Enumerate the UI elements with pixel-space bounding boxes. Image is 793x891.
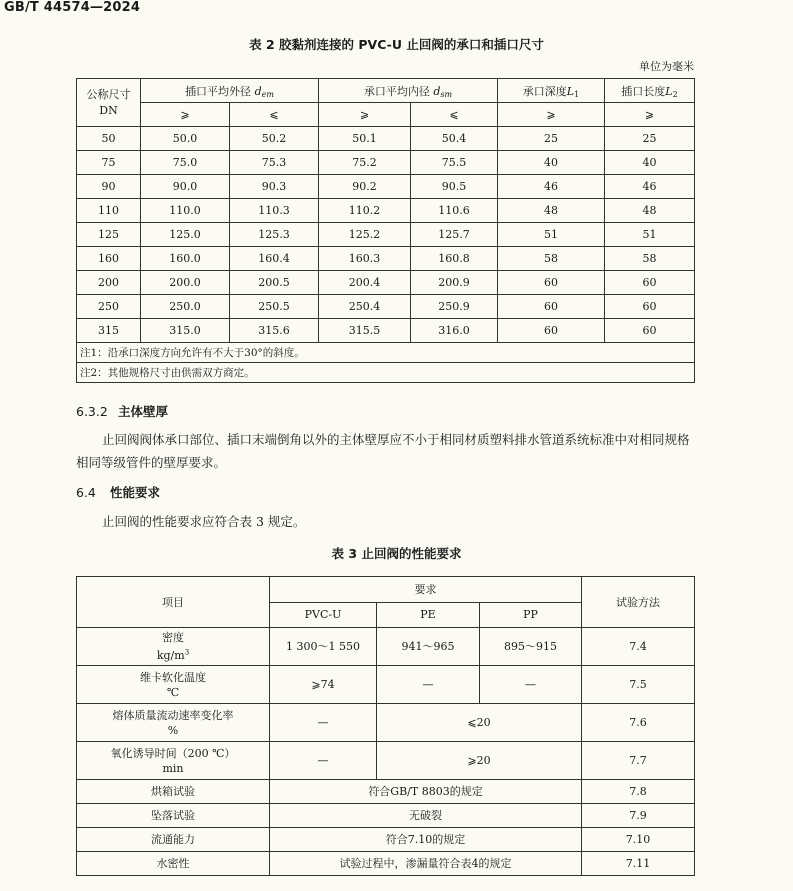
table2-cell-spigot-od-max: 160.4 <box>230 247 319 271</box>
table-row <box>77 271 695 295</box>
header-text: 插口平均外径 <box>185 84 252 98</box>
table2-header-nominal <box>77 79 141 127</box>
header-subscript: 1 <box>574 89 580 99</box>
table2-cell-spigot-length-min: 25 <box>605 127 695 151</box>
table2-socket-id-min-header: ⩾ <box>319 103 411 127</box>
table2-header-spigot-od <box>141 79 319 103</box>
table3-flow-method: 7.10 <box>582 828 695 852</box>
table2-cell-socket-id-max: 316.0 <box>411 319 498 343</box>
table3 <box>76 576 695 876</box>
table2-cell-socket-id-min: 75.2 <box>319 151 411 175</box>
table2-cell-spigot-od-max: 125.3 <box>230 223 319 247</box>
table3-density-pe: 941～965 <box>377 628 480 666</box>
table2-header-nominal-line1: 公称尺寸 <box>86 87 131 101</box>
table2-cell-socket-id-min: 90.2 <box>319 175 411 199</box>
table2-header-socket-id <box>319 79 498 103</box>
table3-water-label: 水密性 <box>77 852 270 876</box>
table2-spigot-length-min-header: ⩾ <box>605 103 695 127</box>
table3-vicat-pp: — <box>480 666 582 704</box>
table2-cell-nominal-size: 110 <box>77 199 141 223</box>
table2-cell-spigot-length-min: 60 <box>605 295 695 319</box>
table-row <box>77 151 695 175</box>
table3-header-requirement: 要求 <box>270 577 582 603</box>
section-number: 6.4 <box>76 485 96 500</box>
table3-header-pvcu: PVC-U <box>270 602 377 628</box>
table2-cell-nominal-size: 250 <box>77 295 141 319</box>
table-row <box>77 247 695 271</box>
header-subscript: sm <box>440 89 453 99</box>
table3-header-pe: PE <box>377 602 480 628</box>
table2-cell-socket-id-max: 50.4 <box>411 127 498 151</box>
table3-density-label <box>77 628 270 666</box>
table-row <box>77 319 695 343</box>
table3-oit-pvcu: — <box>270 742 377 780</box>
table2-unit: 单位为毫米 <box>639 60 694 73</box>
table2-cell-socket-id-min: 250.4 <box>319 295 411 319</box>
table-row <box>77 199 695 223</box>
table2-cell-socket-depth-min: 58 <box>498 247 605 271</box>
table2-cell-socket-depth-min: 46 <box>498 175 605 199</box>
unit-exponent: 3 <box>184 648 190 657</box>
item-name: 密度 <box>162 631 184 645</box>
table3-vicat-method: 7.5 <box>582 666 695 704</box>
item-unit: min <box>162 761 184 775</box>
table2-socket-depth-min-header: ⩾ <box>498 103 605 127</box>
table2-spigot-od-max-header: ⩽ <box>230 103 319 127</box>
table2-cell-spigot-length-min: 58 <box>605 247 695 271</box>
table2-cell-socket-id-max: 250.9 <box>411 295 498 319</box>
header-symbol: d <box>254 84 262 98</box>
table2 <box>76 78 695 383</box>
item-unit <box>157 649 189 662</box>
table2-note-2: 注2：其他规格尺寸由供需双方商定。 <box>77 363 695 383</box>
table-row <box>77 175 695 199</box>
header-text: 承口深度 <box>522 84 567 98</box>
table-row <box>77 223 695 247</box>
section-6-3-2-text: 止回阀阀体承口部位、插口末端倒角以外的主体壁厚应不小于相同材质塑料排水管道系统标准中对相同规格相同等级管件的壁厚要求。 <box>76 432 690 470</box>
table2-cell-spigot-od-min: 110.0 <box>141 199 230 223</box>
table2-cell-socket-id-min: 200.4 <box>319 271 411 295</box>
table2-header-spigot-length <box>605 79 695 103</box>
table2-cell-socket-id-min: 315.5 <box>319 319 411 343</box>
table2-cell-nominal-size: 90 <box>77 175 141 199</box>
table3-drop-label: 坠落试验 <box>77 804 270 828</box>
table3-header-method: 试验方法 <box>582 577 695 628</box>
header-text: 承口平均内径 <box>363 84 430 98</box>
table3-drop-requirement: 无破裂 <box>270 804 582 828</box>
table2-cell-spigot-od-min: 125.0 <box>141 223 230 247</box>
table3-drop-method: 7.9 <box>582 804 695 828</box>
section-title: 性能要求 <box>110 485 161 500</box>
section-title: 主体壁厚 <box>118 404 169 419</box>
table2-body <box>77 127 695 343</box>
table2-cell-spigot-od-max: 200.5 <box>230 271 319 295</box>
table2-cell-socket-depth-min: 60 <box>498 319 605 343</box>
table2-cell-spigot-od-max: 250.5 <box>230 295 319 319</box>
table3-flow-label: 流通能力 <box>77 828 270 852</box>
header-symbol: d <box>433 84 441 98</box>
table2-spigot-od-min-header: ⩾ <box>141 103 230 127</box>
table3-density-pvcu: 1 300～1 550 <box>270 628 377 666</box>
table2-cell-nominal-size: 315 <box>77 319 141 343</box>
standard-code: GB/T 44574—2024 <box>4 0 141 15</box>
table3-oven-method: 7.8 <box>582 780 695 804</box>
table2-cell-spigot-od-max: 90.3 <box>230 175 319 199</box>
table2-cell-spigot-length-min: 46 <box>605 175 695 199</box>
table2-cell-socket-id-max: 75.5 <box>411 151 498 175</box>
table3-flow-requirement: 符合7.10的规定 <box>270 828 582 852</box>
table2-cell-spigot-length-min: 40 <box>605 151 695 175</box>
table3-mfr-label <box>77 704 270 742</box>
section-6-3-2-heading <box>76 402 168 420</box>
table3-oit-pe-pp: ⩾20 <box>377 742 582 780</box>
table3-mfr-method: 7.6 <box>582 704 695 742</box>
table2-caption: 表 2 胶黏剂连接的 PVC-U 止回阀的承口和插口尺寸 <box>249 37 544 52</box>
table3-water-requirement: 试验过程中，渗漏量符合表4的规定 <box>270 852 582 876</box>
header-symbol: L <box>665 84 673 98</box>
table2-socket-id-max-header: ⩽ <box>411 103 498 127</box>
header-symbol: L <box>566 84 575 98</box>
table3-header-item: 项目 <box>77 577 270 628</box>
unit-base: kg/m <box>156 648 185 662</box>
table2-cell-spigot-od-min: 250.0 <box>141 295 230 319</box>
table3-mfr-pvcu: — <box>270 704 377 742</box>
item-name: 氧化诱导时间（200 ℃） <box>110 746 236 760</box>
table2-cell-socket-id-min: 160.3 <box>319 247 411 271</box>
table3-header-pp: PP <box>480 602 582 628</box>
table2-cell-nominal-size: 160 <box>77 247 141 271</box>
table3-vicat-pe: — <box>377 666 480 704</box>
table2-cell-spigot-od-max: 315.6 <box>230 319 319 343</box>
table3-oit-method: 7.7 <box>582 742 695 780</box>
table3-oven-label: 烘箱试验 <box>77 780 270 804</box>
header-subscript: 2 <box>672 89 678 99</box>
table2-cell-socket-depth-min: 60 <box>498 271 605 295</box>
table2-cell-socket-depth-min: 60 <box>498 295 605 319</box>
item-unit: ℃ <box>166 685 180 699</box>
header-text: 插口长度 <box>621 84 666 98</box>
table2-cell-spigot-od-min: 315.0 <box>141 319 230 343</box>
table3-oit-label <box>77 742 270 780</box>
table2-cell-socket-depth-min: 40 <box>498 151 605 175</box>
table3-water-method: 7.11 <box>582 852 695 876</box>
table2-cell-spigot-length-min: 60 <box>605 271 695 295</box>
table2-cell-socket-id-min: 110.2 <box>319 199 411 223</box>
table2-cell-spigot-od-min: 90.0 <box>141 175 230 199</box>
table3-vicat-pvcu: ⩾74 <box>270 666 377 704</box>
table2-cell-socket-id-max: 160.8 <box>411 247 498 271</box>
table2-note-1: 注1：沿承口深度方向允许有不大于30°的斜度。 <box>77 343 695 363</box>
table2-cell-nominal-size: 125 <box>77 223 141 247</box>
table2-cell-socket-id-min: 50.1 <box>319 127 411 151</box>
table-row <box>77 127 695 151</box>
table2-cell-nominal-size: 200 <box>77 271 141 295</box>
table2-cell-socket-depth-min: 25 <box>498 127 605 151</box>
item-unit: % <box>167 723 179 737</box>
section-number: 6.3.2 <box>76 404 108 419</box>
section-6-4-heading <box>76 483 160 501</box>
table2-cell-socket-depth-min: 51 <box>498 223 605 247</box>
table2-cell-spigot-od-max: 110.3 <box>230 199 319 223</box>
table3-mfr-pe-pp: ⩽20 <box>377 704 582 742</box>
table3-vicat-label <box>77 666 270 704</box>
table3-oven-requirement: 符合GB/T 8803的规定 <box>270 780 582 804</box>
table2-cell-socket-depth-min: 48 <box>498 199 605 223</box>
table2-cell-spigot-length-min: 60 <box>605 319 695 343</box>
table2-cell-spigot-od-min: 200.0 <box>141 271 230 295</box>
table2-cell-spigot-od-min: 50.0 <box>141 127 230 151</box>
table2-cell-socket-id-max: 125.7 <box>411 223 498 247</box>
table2-header-nominal-line2: DN <box>99 103 118 117</box>
table2-cell-socket-id-min: 125.2 <box>319 223 411 247</box>
table2-cell-spigot-od-min: 75.0 <box>141 151 230 175</box>
table2-cell-socket-id-max: 90.5 <box>411 175 498 199</box>
table3-density-method: 7.4 <box>582 628 695 666</box>
section-6-4-text: 止回阀的性能要求应符合表 3 规定。 <box>102 514 306 529</box>
table2-cell-socket-id-max: 110.6 <box>411 199 498 223</box>
table2-cell-spigot-length-min: 48 <box>605 199 695 223</box>
table2-cell-nominal-size: 75 <box>77 151 141 175</box>
table2-cell-spigot-length-min: 51 <box>605 223 695 247</box>
table2-cell-spigot-od-max: 75.3 <box>230 151 319 175</box>
header-subscript: em <box>261 89 274 99</box>
table2-header-socket-depth <box>498 79 605 103</box>
table2-cell-spigot-od-max: 50.2 <box>230 127 319 151</box>
item-name: 熔体质量流动速率变化率 <box>112 708 234 722</box>
table2-cell-nominal-size: 50 <box>77 127 141 151</box>
table3-density-pp: 895～915 <box>480 628 582 666</box>
table-row <box>77 295 695 319</box>
item-name: 维卡软化温度 <box>140 670 206 684</box>
table2-cell-spigot-od-min: 160.0 <box>141 247 230 271</box>
table2-cell-socket-id-max: 200.9 <box>411 271 498 295</box>
table3-caption: 表 3 止回阀的性能要求 <box>331 546 462 561</box>
